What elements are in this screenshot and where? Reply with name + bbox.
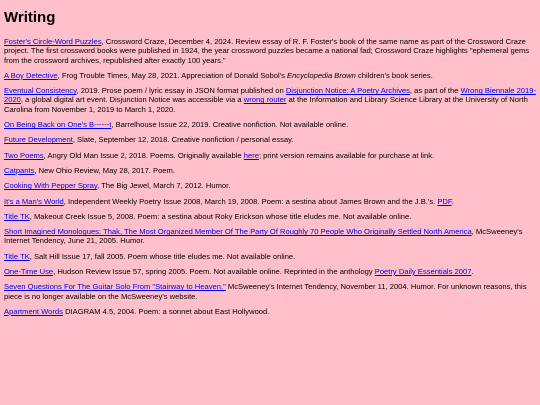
list-item (4, 151, 536, 160)
entry-text: . (471, 267, 474, 277)
entry-link[interactable]: Short Imagined Monologues: Thak, The Most Organized Member Of The Party Of Roughly 70 People Who Originally Settled North America (4, 227, 472, 237)
list-item (4, 212, 536, 221)
entry-text: . (451, 196, 454, 206)
entry-link[interactable]: Title TK (4, 251, 30, 261)
entry-text: , Frog Trouble Times, May 28, 2021. Appreciation of Donald Sobol's (57, 70, 287, 80)
entry-text: , Barrelhouse Issue 22, 2019. Creative nonfiction. Not available online. (111, 120, 349, 130)
entry-text: , Crossword Craze, December 4, 2024. Review essay of R. F. Foster's book of the same name as part of the Crossword Craze project. The first crossword books were published in 1924, the year crossword puzzles became a national fad; Crossword Craze highlights "ephemeral gems from the crossword archives, republished after exactly 100 years." (4, 37, 530, 65)
page-title: Writing (4, 9, 56, 26)
entry-link[interactable]: It's a Man's World (4, 196, 64, 206)
entry-text: , as part of the (409, 86, 461, 96)
entry-text: children's book series. (355, 70, 433, 80)
list-item (4, 120, 536, 129)
entry-text: DIAGRAM 4.5, 2004. Poem: a sonnet about East Hollywood. (62, 306, 270, 316)
entry-link[interactable]: Cooking With Pepper Spray (4, 181, 98, 191)
entry-link[interactable]: A Boy Detective (4, 70, 58, 80)
wrong-router-link[interactable]: wrong router (243, 95, 287, 105)
entry-text: , Slate, September 12, 2018. Creative nonfiction / personal essay. (72, 135, 294, 145)
entry-text: at the Information and Library Science Library at the University of North Carolina from November 1, 2019 to March 1, 2020. (4, 95, 528, 114)
entry-text: , Salt Hill Issue 17, fall 2005. Poem whose title eludes me. Not available online. (29, 251, 296, 261)
list-item (4, 197, 536, 206)
entry-text: , McSweeney's Internet Tendency, June 21, 2005. Humor. (4, 227, 523, 246)
entry-link[interactable]: Seven Questions For The Guitar Solo From "Stairway to Heaven." (4, 282, 226, 292)
pdf-link[interactable]: PDF (437, 196, 452, 206)
list-item (4, 267, 536, 276)
list-item (4, 166, 536, 175)
here-link[interactable]: here (243, 150, 259, 160)
entry-text: , Independent Weekly Poetry Issue 2008, March 19, 2008. Poem: a sestina about James Brown and the J.B.'s. (63, 196, 438, 206)
entry-text: , New Ohio Review, May 28, 2017. Poem. (34, 165, 175, 175)
entry-text: ; print version remains available for purchase at link. (258, 150, 435, 160)
list-item (4, 282, 536, 301)
entry-link[interactable]: Eventual Consistency (4, 86, 77, 96)
entry-text: McSweeney's Internet Tendency, November 11, 2004. Humor. For unknown reasons, this piece is no longer available on the McSweeney's website. (4, 282, 527, 301)
entry-link[interactable]: One-Time Use (4, 267, 54, 277)
list-item (4, 86, 536, 114)
entry-link[interactable]: Foster's Circle-Word Puzzles (4, 37, 102, 46)
entry-link[interactable]: Two Poems (4, 150, 44, 160)
entry-text: , 2019. Prose poem / lyric essay in JSON format published on (76, 86, 286, 96)
entry-link[interactable]: On Being Back on One's B------t (4, 120, 112, 130)
list-item (4, 37, 536, 65)
entry-link[interactable]: Apartment Words (4, 306, 63, 316)
entry-link[interactable]: Catpants (4, 165, 35, 175)
entry-text: , Angry Old Man Issue 2, 2018. Poems. Originally available (43, 150, 244, 160)
entry-text: , Makeout Creek Issue 5, 2008. Poem: a sestina about Roky Erickson whose title eludes me. Not available online. (29, 211, 412, 221)
list-item (4, 71, 536, 80)
entry-text: , The Big Jewel, March 7, 2012. Humor. (97, 181, 231, 191)
anthology-link[interactable]: Poetry Daily Essentials 2007 (374, 267, 472, 277)
list-item (4, 252, 536, 261)
entry-link[interactable]: Future Development (4, 135, 73, 145)
entry-link[interactable]: Title TK (4, 211, 30, 221)
list-item (4, 135, 536, 144)
list-item (4, 307, 536, 316)
wrong-biennale-link[interactable]: Wrong Biennale 2019-2020 (4, 86, 537, 105)
list-item (4, 227, 536, 246)
entry-text: , Hudson Review Issue 57, spring 2005. Poem. Not available online. Reprinted in the anthology (53, 267, 375, 277)
book-title: Encyclopedia Brown (287, 70, 356, 80)
entry-text: , a global digital art event. Disjunction Notice was accessible via a (20, 95, 244, 105)
disjunction-notice-link[interactable]: Disjunction Notice: A Poetry Archives (285, 86, 410, 96)
list-item (4, 181, 536, 190)
